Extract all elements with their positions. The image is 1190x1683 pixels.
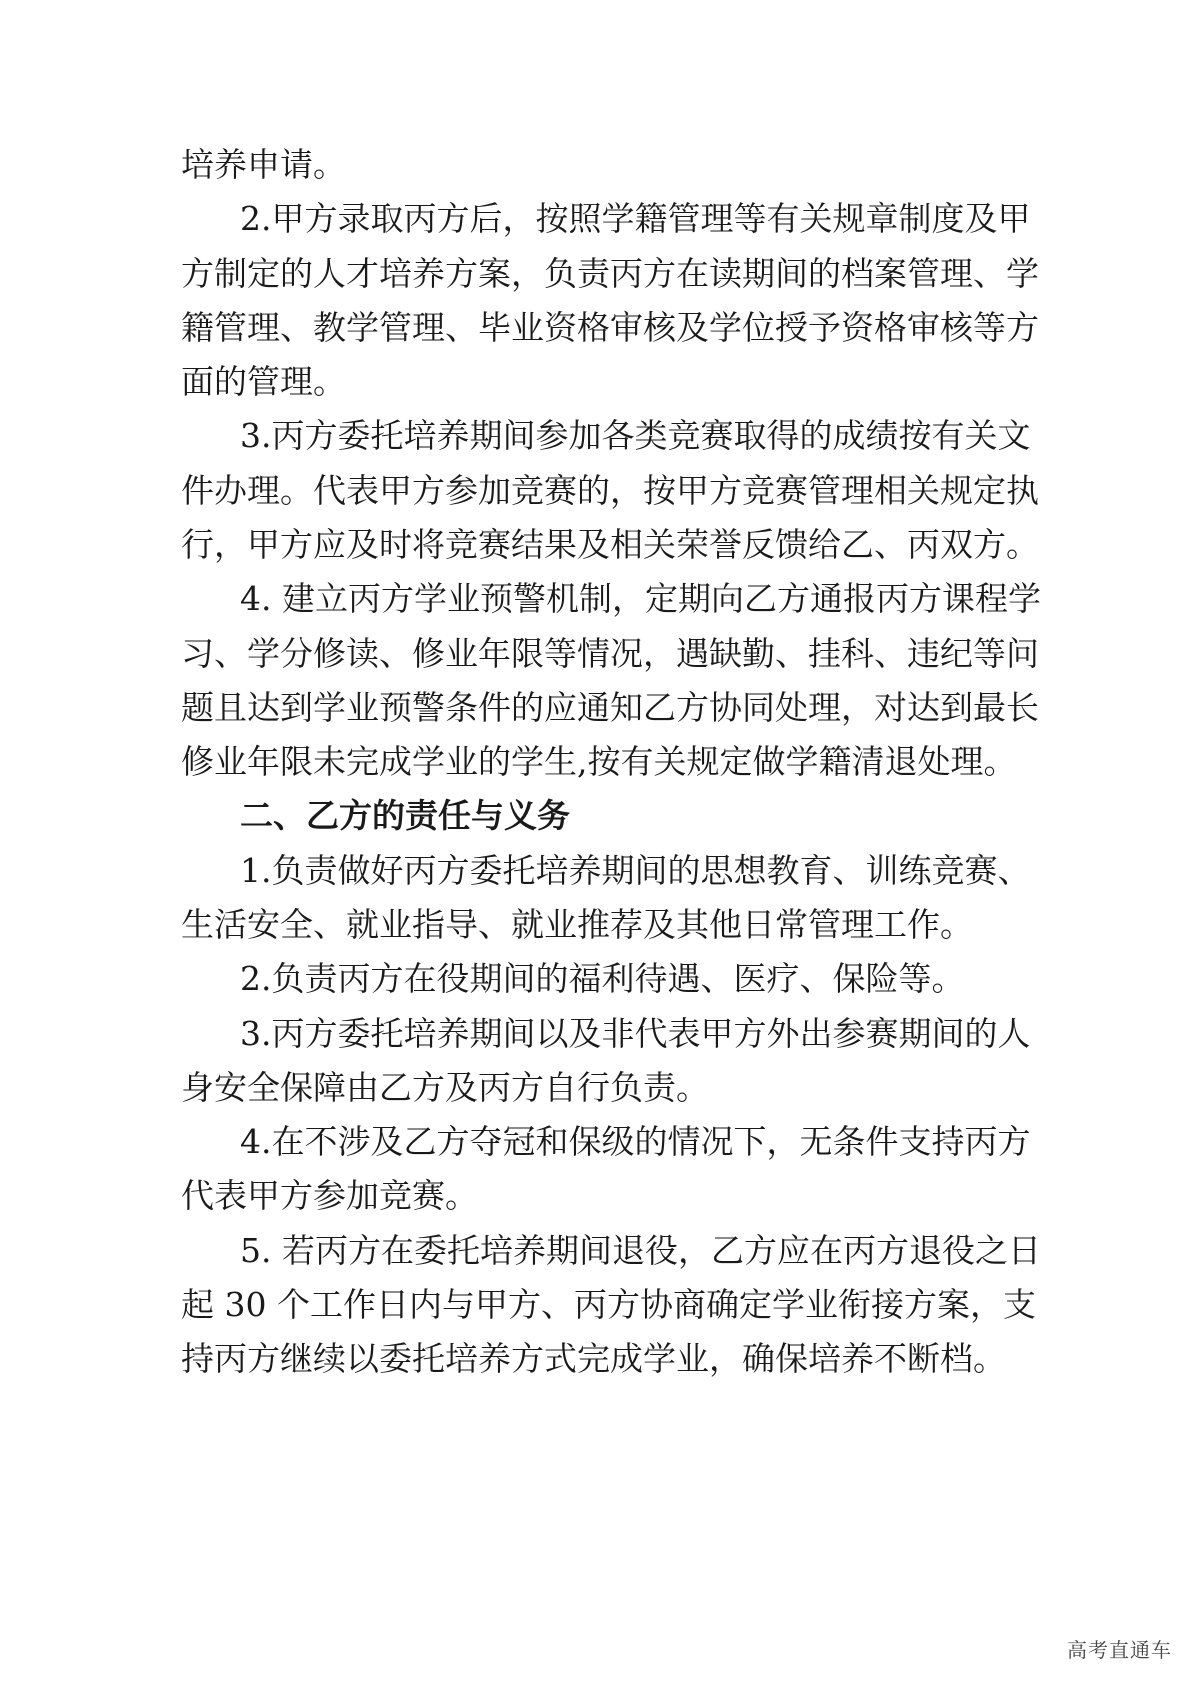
paragraph-start-line: 4.在不涉及乙方夺冠和保级的情况下，无条件支持丙方 xyxy=(240,1122,1031,1161)
watermark: 高考直通车 xyxy=(1067,1638,1172,1662)
paragraph-start-line: 3.丙方委托培养期间参加各类竞赛取得的成绩按有关文 xyxy=(240,416,1031,455)
text-line: 生活安全、就业指导、就业推荐及其他日常管理工作。 xyxy=(181,905,973,944)
text-line: 方制定的人才培养方案，负责丙方在读期间的档案管理、学 xyxy=(181,254,1039,293)
text-line: 持丙方继续以委托培养方式完成学业，确保培养不断档。 xyxy=(181,1339,1006,1378)
text-line: 修业年限未完成学业的学生,按有关规定做学籍清退处理。 xyxy=(181,742,1017,781)
text-line: 件办理。代表甲方参加竞赛的，按甲方竞赛管理相关规定执 xyxy=(181,471,1039,510)
text-line: 题且达到学业预警条件的应通知乙方协同处理，对达到最长 xyxy=(181,688,1039,727)
section-heading: 二、乙方的责任与义务 xyxy=(240,796,570,835)
text-line: 起 30 个工作日内与甲方、丙方协商确定学业衔接方案，支 xyxy=(181,1285,1036,1324)
paragraph-start-line: 2.甲方录取丙方后，按照学籍管理等有关规章制度及甲 xyxy=(240,199,1031,238)
paragraph-start-line: 5. 若丙方在委托培养期间退役，乙方应在丙方退役之日 xyxy=(240,1231,1041,1270)
paragraph-start-line: 4. 建立丙方学业预警机制，定期向乙方通报丙方课程学 xyxy=(240,579,1041,618)
text-line: 面的管理。 xyxy=(181,362,346,401)
text-line: 籍管理、教学管理、毕业资格审核及学位授予资格审核等方 xyxy=(181,308,1039,347)
paragraph-start-line: 2.负责丙方在役期间的福利待遇、医疗、保险等。 xyxy=(240,959,965,998)
paragraph-start-line: 1.负责做好丙方委托培养期间的思想教育、训练竞赛、 xyxy=(240,851,1031,890)
text-line: 行，甲方应及时将竞赛结果及相关荣誉反馈给乙、丙双方。 xyxy=(181,525,1039,564)
paragraph-start-line: 3.丙方委托培养期间以及非代表甲方外出参赛期间的人 xyxy=(240,1014,1031,1053)
text-line: 习、学分修读、修业年限等情况，遇缺勤、挂科、违纪等问 xyxy=(181,634,1039,673)
text-line: 培养申请。 xyxy=(181,145,346,184)
text-line: 身安全保障由乙方及丙方自行负责。 xyxy=(181,1068,709,1107)
text-line: 代表甲方参加竞赛。 xyxy=(181,1176,478,1215)
